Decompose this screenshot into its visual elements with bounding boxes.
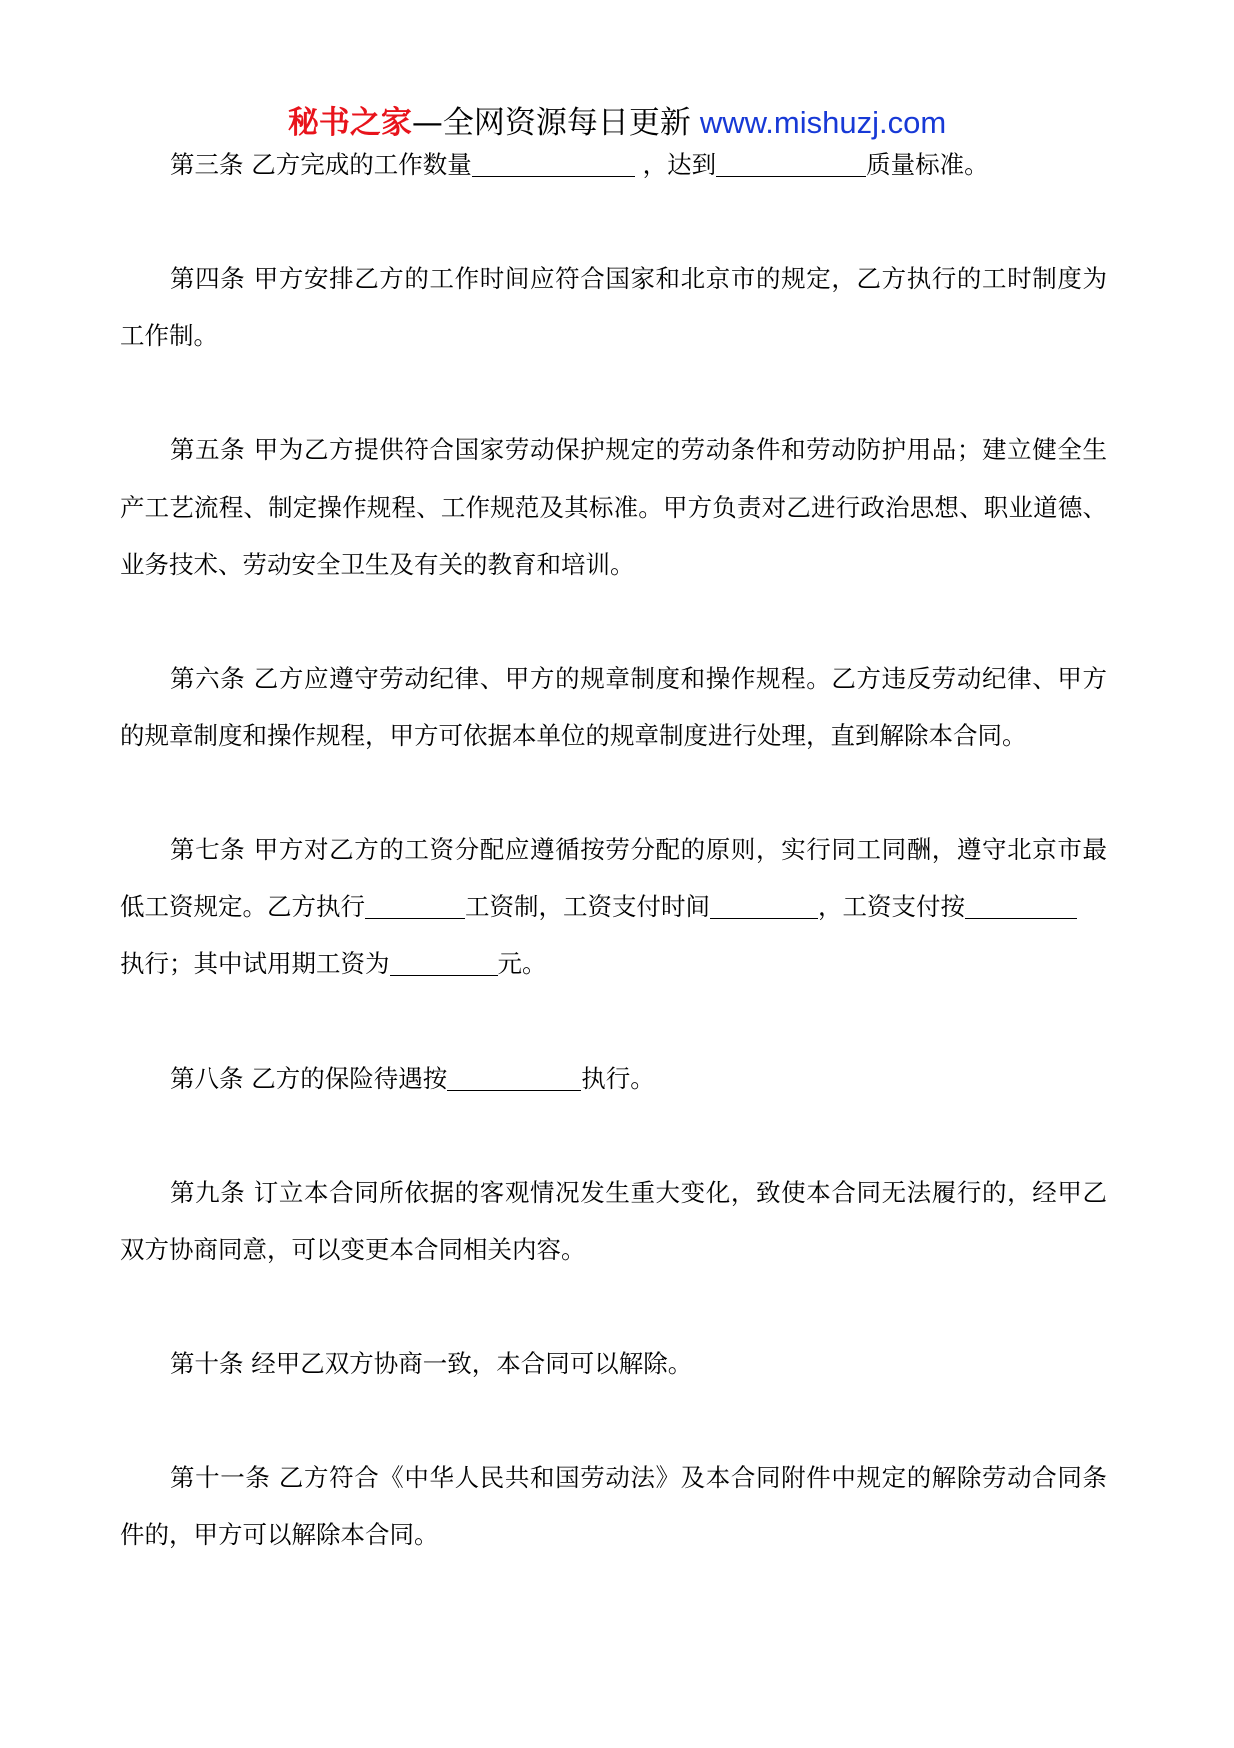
article-line — [120, 650, 1107, 707]
article-line — [120, 935, 1107, 992]
article-text: 第五条 甲为乙方提供符合国家劳动保护规定的劳动条件和劳动防护用品；建立健全生 — [170, 435, 1107, 465]
article-text: 产工艺流程、制定操作规程、工作规范及其标准。甲方负责对乙进行政治思想、职业道德、 — [120, 492, 1107, 522]
article-text: 业务技术、劳动安全卫生及有关的教育和培训。 — [120, 549, 635, 579]
article-text: 第十一条 乙方符合《中华人民共和国劳动法》及本合同附件中规定的解除劳动合同条 — [170, 1463, 1107, 1493]
article-line — [120, 536, 1107, 593]
header-tagline: —全网资源每日更新 — [411, 105, 691, 141]
site-url: www.mishuzj.com — [699, 105, 947, 140]
article-text: 第九条 订立本合同所依据的客观情况发生重大变化，致使本合同无法履行的，经甲乙 — [170, 1177, 1107, 1207]
article-7 — [120, 821, 1107, 992]
article-text: 第三条 乙方完成的工作数量 — [170, 150, 472, 179]
article-line — [120, 878, 1107, 935]
article-line — [120, 821, 1107, 878]
article-line — [120, 707, 1107, 764]
article-text: ，工资支付按 — [818, 892, 965, 922]
brand-name: 秘书之家 — [287, 105, 412, 141]
article-9 — [120, 1164, 1107, 1278]
article-8 — [120, 1050, 1107, 1107]
article-text: 第四条 甲方安排乙方的工作时间应符合国家和北京市的规定，乙方执行的工时制度为 — [170, 264, 1107, 294]
article-line — [120, 307, 1107, 364]
article-line — [120, 421, 1107, 478]
article-line — [120, 1449, 1107, 1506]
article-5 — [120, 421, 1107, 592]
fill-in-blank — [390, 955, 498, 976]
fill-in-blank — [716, 156, 866, 177]
article-text: 件的，甲方可以解除本合同。 — [120, 1520, 439, 1550]
article-text: 低工资规定。乙方执行 — [120, 892, 365, 922]
article-text: 工资制，工资支付时间 — [465, 892, 710, 922]
fill-in-blank — [965, 898, 1077, 919]
article-text: 执行；其中试用期工资为 — [120, 949, 390, 979]
fill-in-blank — [447, 1070, 581, 1091]
article-10 — [120, 1335, 1107, 1392]
fill-in-blank — [710, 898, 818, 919]
article-text: 执行。 — [581, 1063, 655, 1093]
fill-in-blank — [472, 156, 635, 177]
article-6 — [120, 650, 1107, 764]
article-text: 质量标准。 — [866, 150, 989, 179]
article-line — [120, 1506, 1107, 1563]
article-text: 元。 — [497, 949, 547, 979]
article-line — [120, 479, 1107, 536]
article-line — [120, 1335, 1107, 1392]
article-line — [120, 136, 1107, 193]
article-text: 第八条 乙方的保险待遇按 — [170, 1063, 448, 1093]
article-text: 第七条 甲方对乙方的工资分配应遵循按劳分配的原则，实行同工同酬，遵守北京市最 — [170, 835, 1107, 865]
article-text: 第十条 经甲乙双方协商一致，本合同可以解除。 — [170, 1348, 693, 1378]
fill-in-blank — [365, 898, 465, 919]
article-text: 第六条 乙方应遵守劳动纪律、甲方的规章制度和操作规程。乙方违反劳动纪律、甲方 — [170, 663, 1107, 693]
article-text: 双方协商同意，可以变更本合同相关内容。 — [120, 1234, 586, 1264]
article-4 — [120, 250, 1107, 364]
contract-body — [120, 136, 1107, 1563]
article-text: ，达到 — [634, 150, 717, 179]
article-line — [120, 250, 1107, 307]
article-line — [120, 1164, 1107, 1221]
article-text: 的规章制度和操作规程，甲方可依据本单位的规章制度进行处理，直到解除本合同。 — [120, 720, 1027, 750]
article-line — [120, 1050, 1107, 1107]
article-11 — [120, 1449, 1107, 1563]
article-3 — [120, 136, 1107, 193]
article-text: 工作制。 — [120, 321, 218, 351]
article-line — [120, 1221, 1107, 1278]
